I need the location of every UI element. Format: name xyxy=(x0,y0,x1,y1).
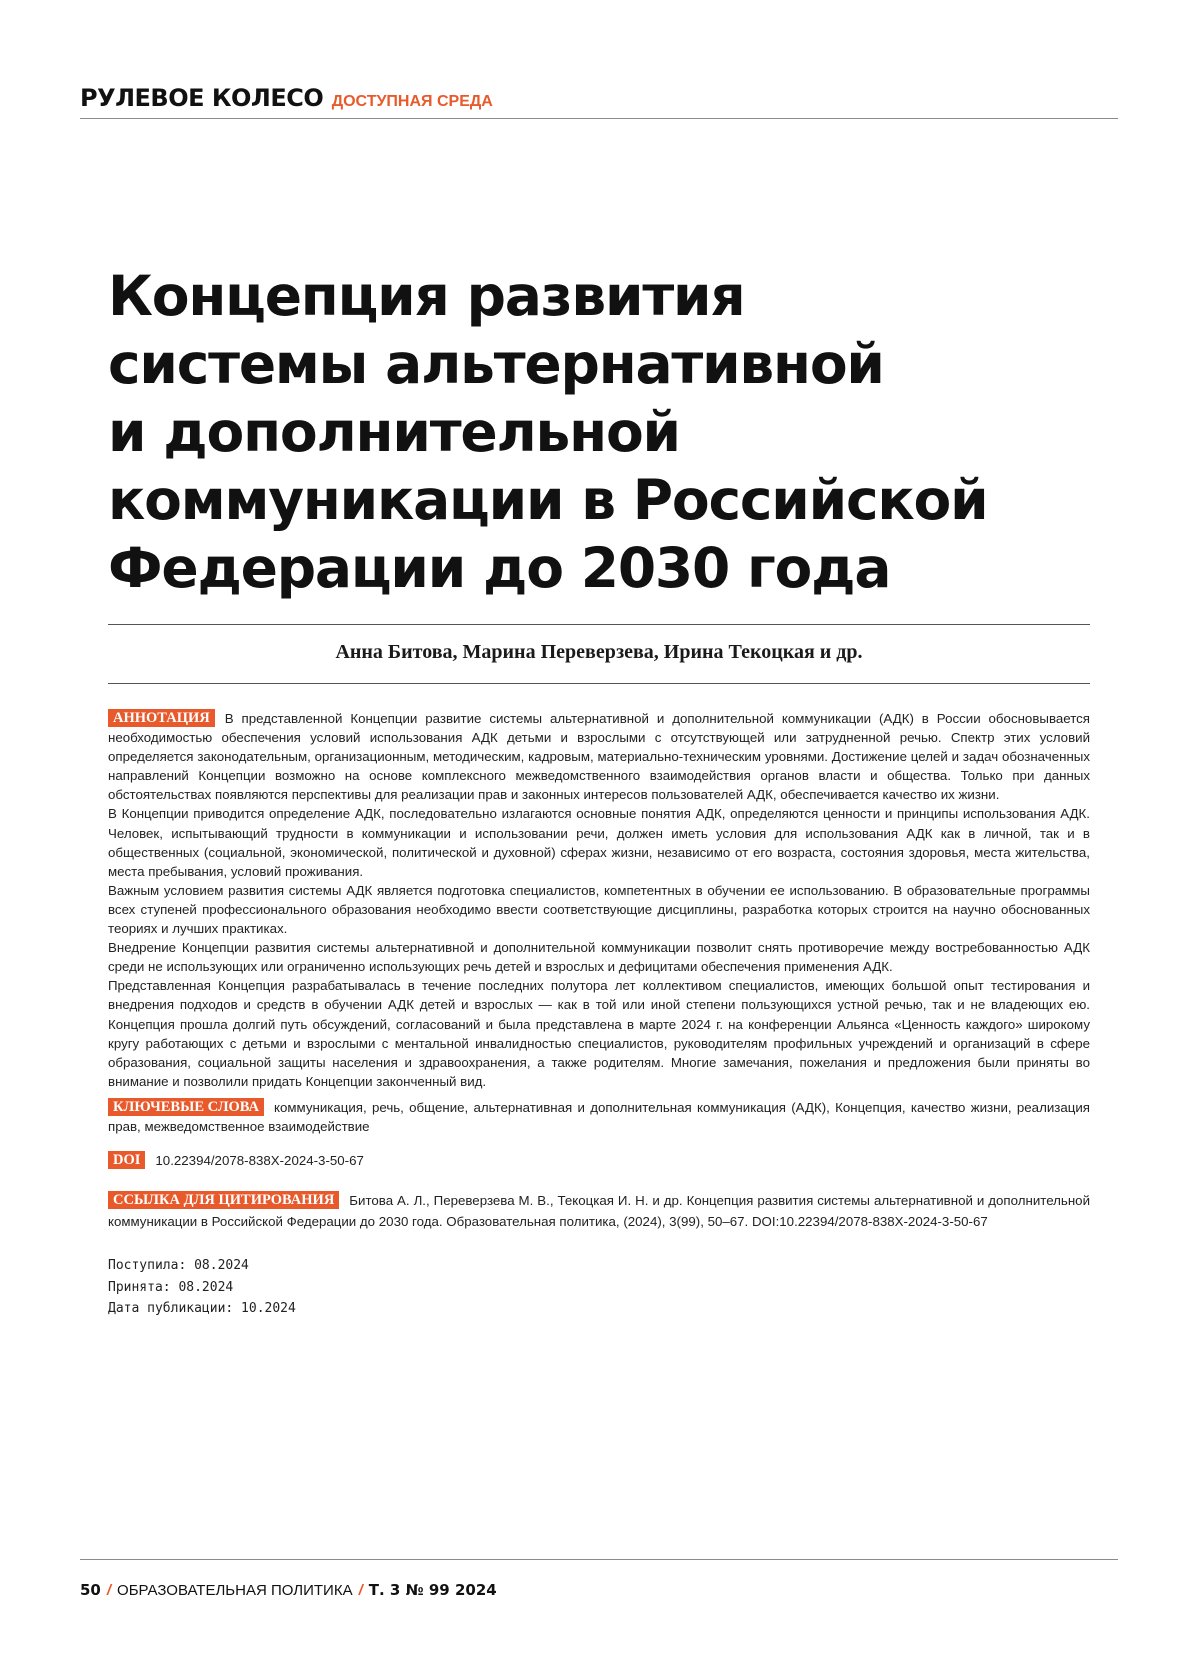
doi-label: DOI xyxy=(108,1151,145,1169)
running-header xyxy=(80,84,1118,119)
page-footer xyxy=(80,1581,497,1599)
publication-dates xyxy=(108,1255,296,1320)
doi-block xyxy=(108,1151,1090,1170)
abstract-paragraph: В Концепции приводится определение АДК, последовательно излагаются основные понятия АДК, определяются ценности и принципы использования АДК. Человек, испытывающий трудности в коммуникации и использовании речи, должен иметь условия для использования АДК как в личной, так и в общественных (социальной, экономической, политической и духовной) сферах жизни, независимо от его возраста, состояния здоровья, места жительства, места пребывания, условий проживания. xyxy=(108,806,1090,879)
doi-value[interactable]: 10.22394/2078-838X-2024-3-50-67 xyxy=(155,1153,364,1168)
keywords-label: КЛЮЧЕВЫЕ СЛОВА xyxy=(108,1098,264,1116)
issue-info: Т. 3 № 99 2024 xyxy=(368,1581,497,1599)
footer-divider xyxy=(80,1559,1118,1560)
article-title xyxy=(108,262,1098,602)
journal-name: ОБРАЗОВАТЕЛЬНАЯ ПОЛИТИКА xyxy=(117,1582,353,1599)
authors-bottom-divider xyxy=(108,683,1090,684)
title-line: и дополнительной xyxy=(108,400,680,464)
abstract-block xyxy=(108,709,1090,1091)
abstract-paragraph: Представленная Концепция разрабатывалась в течение последних полутора лет коллективом специалистов, имеющих большой опыт тестирования и внедрения подходов и средств в обучении АДК детей и взрослых — как в той или иной степени пользующихся устной речью, так и не владеющих ею. Концепция прошла долгий путь обсуждений, согласований и была представлена в марте 2024 г. на конференции Альянса «Ценность каждого» широкому кругу работающих с детьми и взрослыми с ментальной инвалидностью специалистов, руководителям профильных учреждений и организаций в сфере образования, социальной защиты населения и здравоохранения, а также родителям. Многие замечания, пожелания и предложения были приняты во внимание и позволили придать Концепции законченный вид. xyxy=(108,978,1090,1089)
abstract-paragraph: Важным условием развития системы АДК является подготовка специалистов, компетентных в обучении ее использованию. В образовательные программы всех ступеней профессионального образования необходимо ввести соответствующие дисциплины, разработка которых строится на научно обоснованных теориях и лучших практиках. xyxy=(108,882,1090,937)
authors-top-divider xyxy=(108,624,1090,625)
citation-block xyxy=(108,1190,1090,1232)
citation-text: Битова А. Л., Переверзева М. В., Текоцкая И. Н. и др. Концепция развития системы альтернативной и дополнительной коммуникации в Российской Федерации до 2030 года. Образовательная политика, (2024), 3(99), 50–67. DOI:10.22394/2078-838X-2024-3-50-67 xyxy=(108,1193,1090,1229)
slash-separator-icon: / xyxy=(358,1582,363,1599)
abstract-paragraph xyxy=(108,709,1090,804)
title-line: системы альтернативной xyxy=(108,332,884,396)
keywords-text: коммуникация, речь, общение, альтернативная и дополнительная коммуникация (АДК), Концепция, качество жизни, реализация прав, межведомственное взаимодействие xyxy=(108,1100,1090,1135)
abstract-text: В представленной Концепции развитие системы альтернативной и дополнительной коммуникации (АДК) в России обосновывается необходимостью обеспечения условий использования АДК детьми и взрослыми с отсутствующей или затрудненной речью. Спектр этих условий определяется законодательным, организационным, методическим, кадровым, материально-техническим уровнями. Достижение целей и задач обозначенных направлений Концепции возможно на основе комплексного межведомственного взаимодействия органов власти и общества. Только при данных обстоятельствах появляются перспективы для реализации прав и законных интересов пользователей АДК, обеспечивается качество их жизни. xyxy=(108,711,1090,803)
title-line: коммуникации в Российской xyxy=(108,468,988,532)
slash-separator-icon: / xyxy=(106,1582,112,1599)
keywords-block xyxy=(108,1098,1090,1136)
abstract-paragraph: Внедрение Концепции развития системы альтернативной и дополнительной коммуникации позволит снять противоречие между востребованностью АДК среди не использующих или ограниченно использующих речь детей и взрослых и дефицитами обеспечения применения АДК. xyxy=(108,940,1090,975)
page-number: 50 xyxy=(80,1581,101,1599)
abstract-label: АННОТАЦИЯ xyxy=(108,709,215,727)
title-line: Федерации до 2030 года xyxy=(108,536,891,600)
section-title: РУЛЕВОЕ КОЛЕСО xyxy=(80,84,324,112)
rubric-title: ДОСТУПНАЯ СРЕДА xyxy=(331,93,493,110)
published-date: Дата публикации: 10.2024 xyxy=(108,1301,296,1316)
authors-line: Анна Битова, Марина Переверзева, Ирина Текоцкая и др. xyxy=(335,641,863,663)
title-line: Концепция развития xyxy=(108,264,745,328)
accepted-date: Принята: 08.2024 xyxy=(108,1279,234,1295)
received-date: Поступила: 08.2024 xyxy=(108,1258,249,1273)
citation-label: ССЫЛКА ДЛЯ ЦИТИРОВАНИЯ xyxy=(108,1191,339,1209)
